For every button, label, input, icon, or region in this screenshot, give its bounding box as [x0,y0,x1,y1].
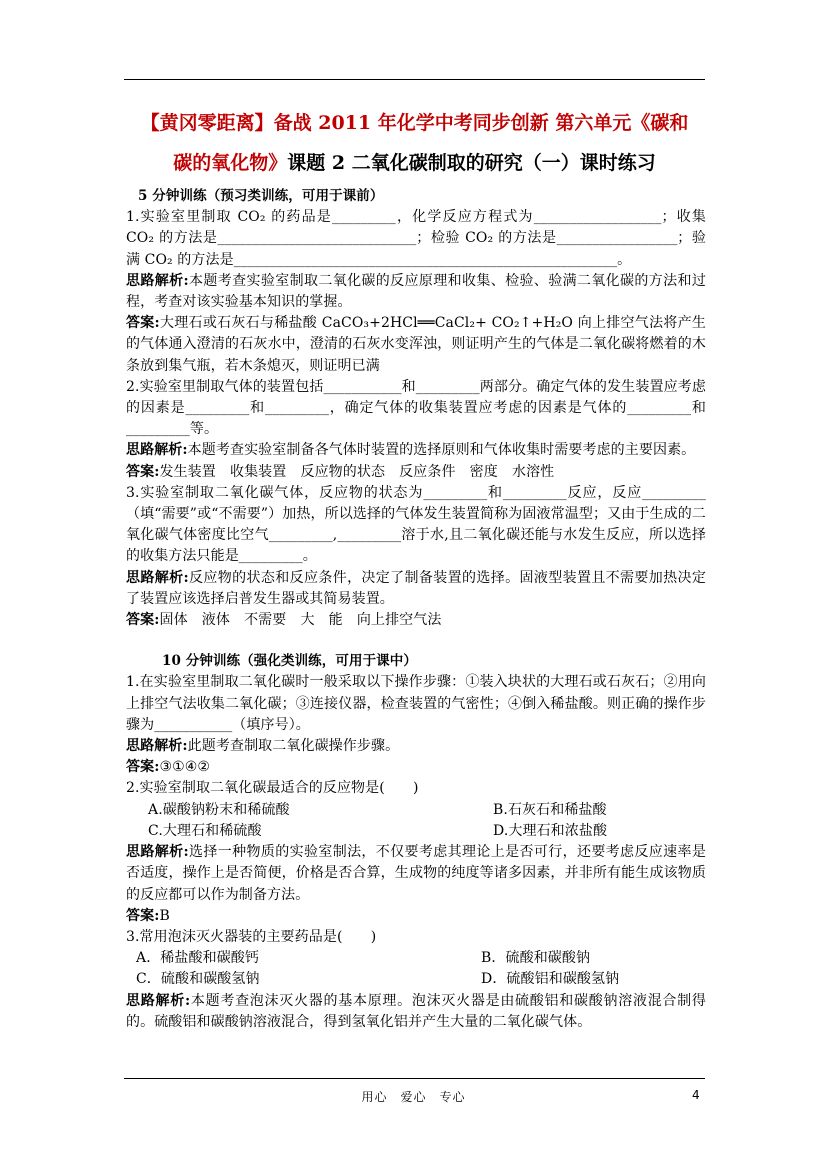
answer-text: 发生装置 收集装置 反应物的状态 反应条件 密度 水溶性 [159,463,555,480]
option-a: A.碳酸钠粉末和稀硫酸 [148,801,290,818]
footer-rule [124,1078,705,1079]
analysis-text: 本题考查泡沫灭火器的基本原理。泡沫灭火器是由硫酸铝和碳酸钠溶液混合制得的。硫酸铝和碳酸钠溶液混合，得到氢氧化铝并产生大量的二氧化碳气体。 [126,992,706,1030]
document-title [124,103,705,143]
question-1-2: 2.实验室里制取气体的装置包括___________和_________两部分。确定气体的发生装置应考虑的因素是_________和_________，确定气体的收集装置应考虑的因素是气体的_________和_________等。 [126,378,706,438]
answer-text: 固体 液体 不需要 大 能 向上排空气法 [159,612,442,629]
options-2-3 [126,948,706,990]
analysis-text: 本题考查实验室制取二氧化碳的反应原理和收集、检验、验满二氧化碳的方法和过程，考查对该实验基本知识的掌握。 [126,272,706,311]
footer-motto: 用心 爱心 专心 [361,1090,466,1104]
analysis-label: 思路解析: [126,844,189,861]
title-line-2-black: 课题 2 二氧化碳制取的研究（一）课时练习 [287,152,656,174]
analysis-text: 此题考查制取二氧化碳操作步骤。 [187,738,400,755]
analysis-text: 反应物的状态和反应条件，决定了制备装置的选择。固液型装置且不需要加热决定了装置应该选择启普发生器或其简易装置。 [126,569,706,607]
analysis-2-1 [126,736,706,757]
section-heading-2: 10 分钟训练（强化类训练，可用于课中） [162,653,417,670]
answer-label: 答案: [126,759,160,776]
analysis-text: 选择一种物质的实验室制法，不仅要考虑其理论上是否可行，还要考虑反应速率是否适度，操作上是否简便，价格是否合算，生成物的纯度等诸多因素，并非所有能生成该物质的反应都可以作为制备方法。 [126,844,706,903]
page-number: 4 [692,1088,700,1102]
option-b: B．硫酸和碳酸钠 [481,950,591,967]
options-2-2 [126,800,706,842]
question-1-1: 1.实验室里制取 CO₂ 的药品是_________，化学反应方程式为__________________；收集 CO₂ 的方法是____________________________；检验 CO₂ 的方法是_________________；验满 CO₂ 的方法是______________________________________________________。 [126,209,711,268]
analysis-text: 本题考查实验室制备各气体时装置的选择原则和气体收集时需要考虑的主要因素。 [187,442,696,459]
answer-1-3 [126,610,706,631]
document-title-line-2 [124,143,705,183]
option-c: C．硫酸和碳酸氢钠 [136,971,260,988]
answer-1-2 [126,462,706,483]
section-heading-1: 5 分钟训练（预习类训练，可用于课前） [138,188,384,204]
analysis-1-2 [126,440,706,461]
answer-2-2 [126,906,706,927]
answer-label: 答案: [126,463,160,480]
title-line-2-red: 碳的氧化物》 [173,152,288,174]
option-d: D.大理石和浓盐酸 [493,822,608,839]
option-d: D．硫酸铝和碳酸氢钠 [481,971,620,988]
answer-1-1 [126,313,706,377]
option-c: C.大理石和稀硫酸 [148,822,262,839]
analysis-label: 思路解析: [126,738,188,755]
question-2-3: 3.常用泡沫灭火器装的主要药品是( ) [126,928,377,945]
question-1-3: 3.实验室制取二氧化碳气体，反应物的状态为_________和_________反应，反应_________（填“需要”或“不需要”）加热，所以选择的气体发生装置简称为固液常温型；又由于生成的二氧化碳气体密度比空气_________,_________溶于水,且二氧化碳还能与水发生反应，所以选择的收集方法只能是_________。 [126,484,706,565]
option-b: B.石灰石和稀盐酸 [493,801,607,818]
analysis-label: 思路解析: [126,569,189,586]
answer-label: 答案: [126,315,160,332]
option-a: A．稀盐酸和碳酸钙 [136,950,260,967]
answer-label: 答案: [126,907,160,924]
analysis-label: 思路解析: [126,992,191,1009]
answer-text: 大理石或石灰石与稀盐酸 CaCO₃+2HCl══CaCl₂+ CO₂↑+H₂O 向上排空气法将产生的气体通入澄清的石灰水中，澄清的石灰水变浑浊，则证明产生的气体是二氧化碳将燃着的木条放到集气瓶，若木条熄灭，则证明已满 [126,315,707,374]
answer-label: 答案: [126,612,160,629]
analysis-1-3 [126,568,706,610]
question-2-2: 2.实验室制取二氧化碳最适合的反应物是( ) [126,780,419,797]
analysis-2-2 [126,842,706,906]
analysis-2-3 [126,991,706,1033]
header-rule [124,79,705,80]
answer-text: B [159,907,170,924]
analysis-label: 思路解析: [126,442,188,459]
title-line-1: 【黄冈零距离】备战 2011 年化学中考同步创新 第六单元《碳和 [140,112,689,134]
document-body [126,186,711,1033]
answer-2-1 [126,757,706,778]
analysis-1-1 [126,271,706,313]
question-2-1: 1.在实验室里制取二氧化碳时一般采取以下操作步骤：①装入块状的大理石或石灰石；②用向上排空气法收集二氧化碳；③连接仪器，检查装置的气密性；④倒入稀盐酸。则正确的操作步骤为___________（填序号）。 [126,674,706,733]
analysis-label: 思路解析: [126,272,189,289]
answer-text: ③①④② [159,759,211,776]
